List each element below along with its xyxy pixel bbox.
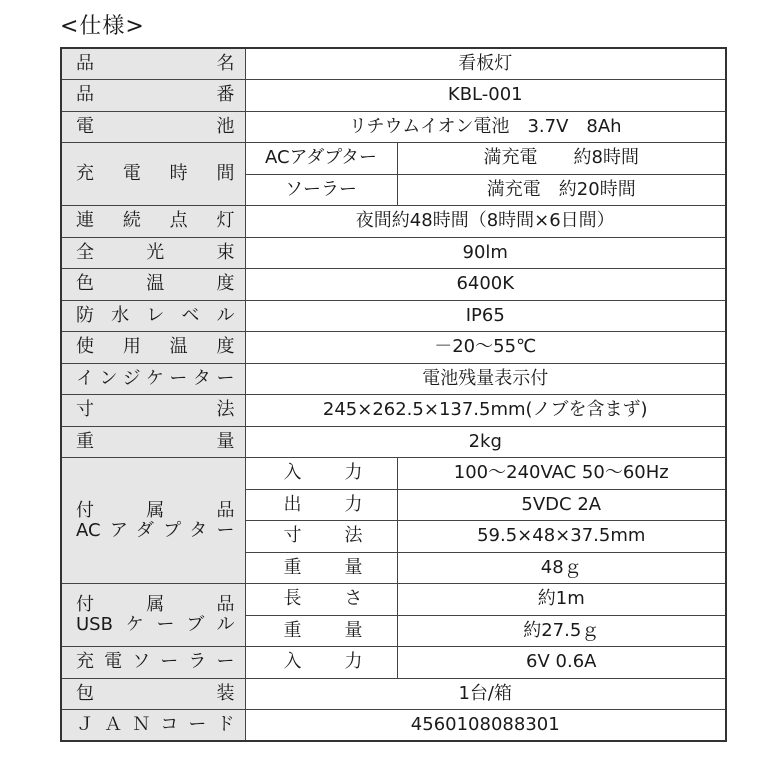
spec-label: 全光束 <box>61 237 245 269</box>
spec-row-jan <box>61 710 726 742</box>
spec-label: 寸 法 <box>61 395 245 427</box>
spec-row-ac-adapter-input <box>61 458 726 490</box>
spec-label-line2: USBケーブル <box>76 614 235 635</box>
spec-sub-label: 出力 <box>245 489 397 521</box>
spec-label-line2: ACアダプター <box>76 519 235 541</box>
spec-sub-label: 長さ <box>245 584 397 616</box>
spec-row-color-temp <box>61 269 726 301</box>
spec-value: 100～240VAC 50～60Hz <box>397 458 726 490</box>
spec-value: 6400K <box>245 269 726 301</box>
spec-label-group <box>61 458 245 584</box>
spec-row-solar-charger <box>61 647 726 679</box>
spec-value: 満充電 約20時間 <box>397 174 726 206</box>
spec-value: 約27.5ｇ <box>397 615 726 647</box>
spec-value: 4560108088301 <box>245 710 726 742</box>
spec-label-line1: 付属品 <box>76 594 235 615</box>
spec-value: 5VDC 2A <box>397 489 726 521</box>
spec-row-charge-time-ac <box>61 143 726 175</box>
spec-sub-label: ソーラー <box>245 174 397 206</box>
spec-row-name <box>61 48 726 80</box>
spec-label: 品 名 <box>61 48 245 80</box>
spec-label: 電 池 <box>61 111 245 143</box>
spec-label: インジケーター <box>61 363 245 395</box>
spec-row-continuous-light <box>61 206 726 238</box>
spec-value: 59.5×48×37.5mm <box>397 521 726 553</box>
spec-value: －20～55℃ <box>245 332 726 364</box>
spec-sub-label: 寸法 <box>245 521 397 553</box>
spec-row-model <box>61 80 726 112</box>
spec-row-luminous-flux <box>61 237 726 269</box>
spec-value: KBL-001 <box>245 80 726 112</box>
spec-row-operating-temp <box>61 332 726 364</box>
spec-value: IP65 <box>245 300 726 332</box>
spec-label: 包 装 <box>61 678 245 710</box>
spec-label: 重 量 <box>61 426 245 458</box>
spec-label: ＪＡＮコード <box>61 710 245 742</box>
spec-row-battery <box>61 111 726 143</box>
spec-value: 2kg <box>245 426 726 458</box>
spec-value: 約1m <box>397 584 726 616</box>
spec-table <box>60 47 727 742</box>
spec-value: 電池残量表示付 <box>245 363 726 395</box>
spec-row-usb-cable-length <box>61 584 726 616</box>
spec-value: 看板灯 <box>245 48 726 80</box>
spec-sub-label: ACアダプター <box>245 143 397 175</box>
spec-label: 使用温度 <box>61 332 245 364</box>
spec-label: 品 番 <box>61 80 245 112</box>
spec-sub-label: 入力 <box>245 647 397 679</box>
spec-row-indicator <box>61 363 726 395</box>
spec-label: 防水レベル <box>61 300 245 332</box>
spec-value: 90lm <box>245 237 726 269</box>
spec-label-group <box>61 584 245 647</box>
spec-value: 245×262.5×137.5mm(ノブを含まず) <box>245 395 726 427</box>
spec-row-packaging <box>61 678 726 710</box>
spec-heading: <仕様> <box>60 14 145 39</box>
spec-value: 夜間約48時間（8時間×6日間） <box>245 206 726 238</box>
spec-label: 充電ソーラー <box>61 647 245 679</box>
spec-label: 充電時間 <box>61 143 245 206</box>
spec-value: 6V 0.6A <box>397 647 726 679</box>
spec-value: 1台/箱 <box>245 678 726 710</box>
spec-row-dimensions <box>61 395 726 427</box>
spec-label: 連続点灯 <box>61 206 245 238</box>
spec-label: 色温度 <box>61 269 245 301</box>
spec-value: 満充電 約8時間 <box>397 143 726 175</box>
spec-sub-label: 入力 <box>245 458 397 490</box>
spec-row-waterproof <box>61 300 726 332</box>
spec-sub-label: 重量 <box>245 615 397 647</box>
spec-label-line1: 付属品 <box>76 499 235 521</box>
spec-row-weight <box>61 426 726 458</box>
spec-sub-label: 重量 <box>245 552 397 584</box>
spec-value: 48ｇ <box>397 552 726 584</box>
spec-value: リチウムイオン電池 3.7V 8Ah <box>245 111 726 143</box>
